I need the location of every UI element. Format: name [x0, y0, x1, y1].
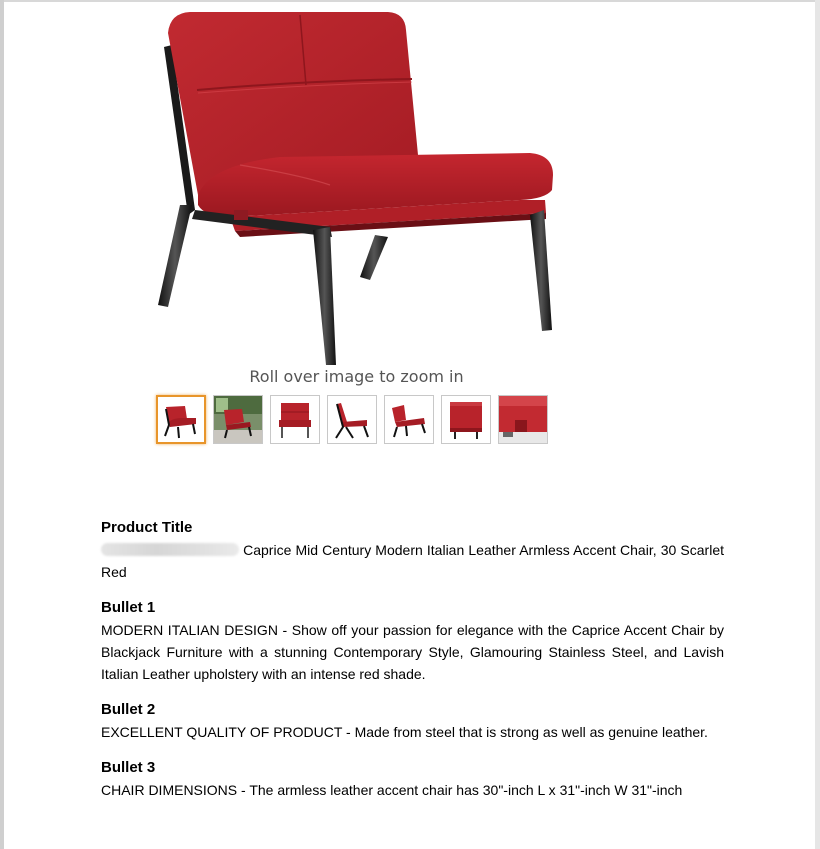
zoom-hint: Roll over image to zoom in [249, 367, 464, 386]
bullet-1-label: Bullet 1 [101, 599, 156, 616]
bullet-3-text: CHAIR DIMENSIONS - The armless leather accent chair has 30"-inch L x 31"-inch W 31"-inch [101, 782, 683, 798]
chair-angle-thumb [388, 400, 430, 440]
page-top-border [0, 0, 820, 2]
bullet-1-section [101, 599, 724, 685]
thumbnail-2[interactable] [213, 395, 263, 444]
thumbnail-strip [156, 395, 548, 444]
product-content [101, 519, 724, 817]
thumbnail-3[interactable] [270, 395, 320, 444]
page-left-border [0, 0, 4, 849]
bullet-2-text: EXCELLENT QUALITY OF PRODUCT - Made from steel that is strong as well as genuine leather. [101, 724, 708, 740]
thumbnail-6[interactable] [441, 395, 491, 444]
product-title-text [101, 539, 724, 583]
chair-front-angle-thumb [160, 401, 202, 439]
product-title-section [101, 519, 724, 583]
bullet-2-section [101, 701, 724, 743]
main-product-image[interactable] [150, 5, 570, 370]
thumbnail-7[interactable] [498, 395, 548, 444]
bullet-2-label: Bullet 2 [101, 701, 156, 718]
thumbnail-4[interactable] [327, 395, 377, 444]
redacted-brand-name [101, 543, 239, 556]
chair-side-thumb [331, 400, 373, 440]
product-title-label: Product Title [101, 519, 193, 536]
chair-front-thumb [274, 400, 316, 440]
chair-detail-thumb [499, 396, 547, 443]
bullet-1-text: MODERN ITALIAN DESIGN - Show off your passion for elegance with the Caprice Accent Chair by Blackjack Furniture with a stunning Contemporary Style, Glamouring Stainless Steel, and Lavish Italian Leather upholstery with an intense red shade. [101, 622, 724, 682]
bullet-3-label: Bullet 3 [101, 759, 156, 776]
page-right-border [815, 0, 820, 849]
chair-back-thumb [445, 400, 487, 440]
chair-room-scene-thumb [214, 396, 262, 443]
thumbnail-5[interactable] [384, 395, 434, 444]
product-title-value: Caprice Mid Century Modern Italian Leather Armless Accent Chair, 30 Scarlet Red [101, 542, 724, 580]
bullet-3-section [101, 759, 724, 801]
thumbnail-1[interactable] [156, 395, 206, 444]
